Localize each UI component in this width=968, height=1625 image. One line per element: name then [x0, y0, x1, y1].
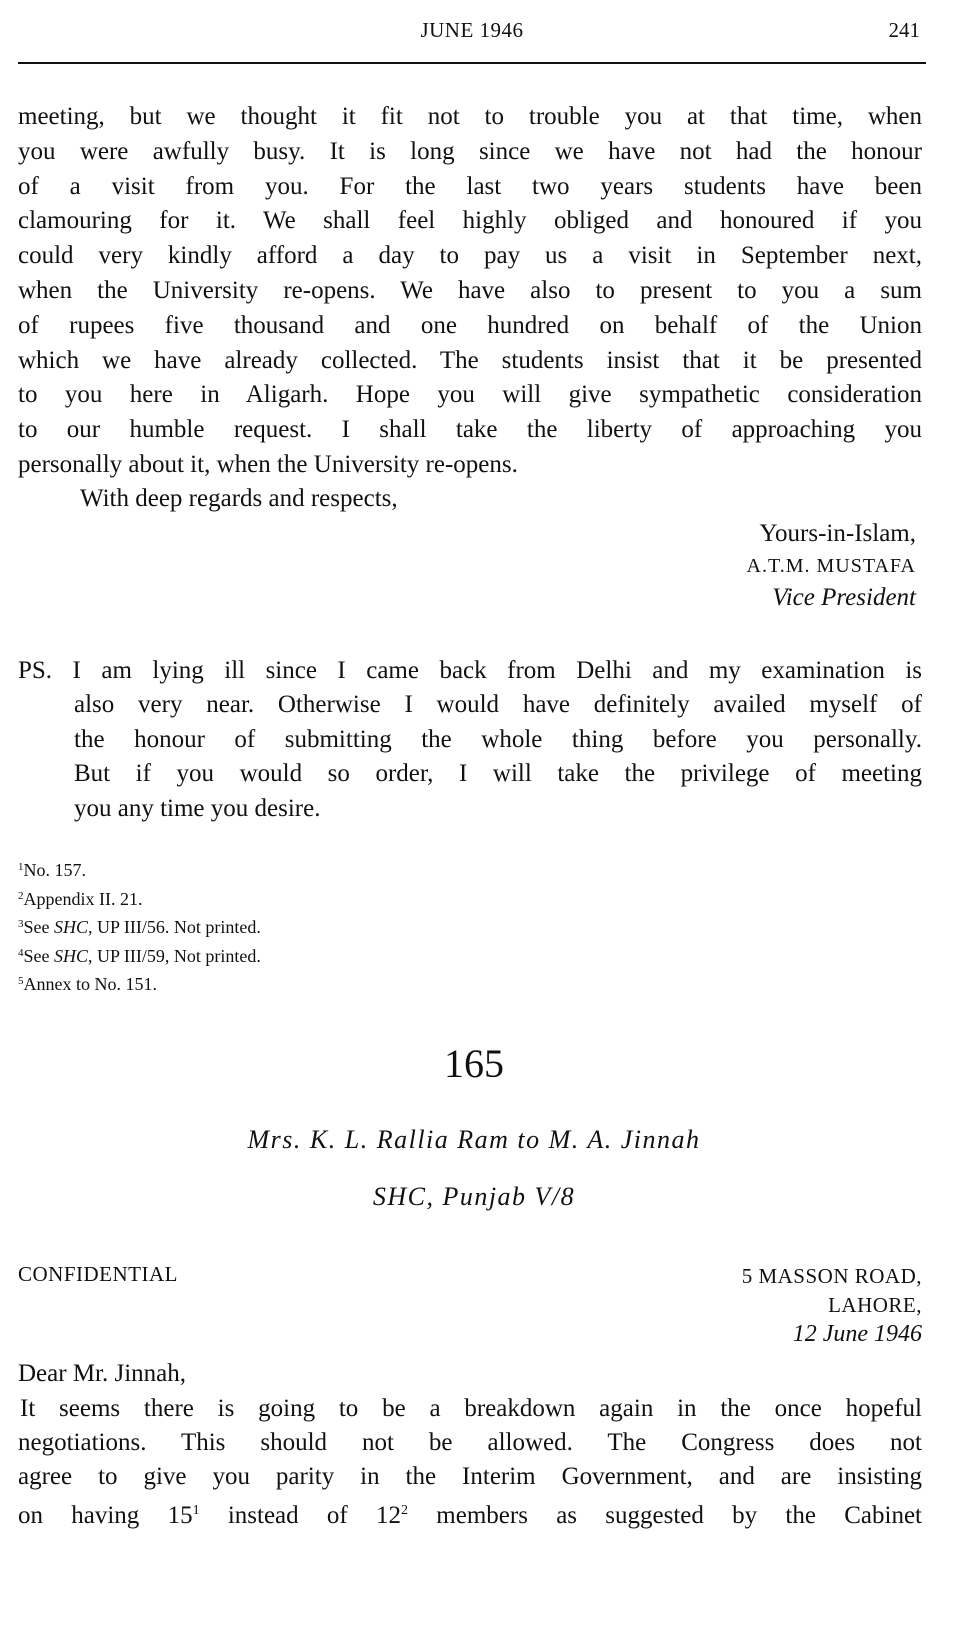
footnote: $^4$See SHC, UP III/59, Not printed. — [18, 945, 261, 966]
closing-text: With deep regards and respects, — [80, 485, 398, 512]
body-line: It seems there is going to be a breakdown again in the once hopeful — [20, 1395, 922, 1422]
letter-date: 12 June 1946 — [792, 1321, 922, 1347]
page-number: 241 — [888, 18, 920, 42]
letter-body — [18, 1392, 922, 1533]
body-line: to our humble request. I shall take the liberty of approaching you — [18, 416, 922, 444]
body-line: could very kindly afford a day to pay us a visit in September next, — [18, 242, 922, 270]
address-line: LAHORE, — [828, 1293, 922, 1317]
running-head: JUNE 1946 — [420, 18, 524, 42]
postscript-line: also very near. Otherwise I would have definitely availed myself of — [74, 691, 922, 719]
body-line: of rupees five thousand and one hundred on behalf of the Union — [18, 311, 922, 339]
document-number: 165 — [444, 1041, 504, 1086]
footnote-ref: 2 — [401, 1503, 409, 1518]
body-line: clamouring for it. We shall feel highly obliged and honoured if you — [18, 207, 922, 235]
signatory-name: A.T.M. MUSTAFA — [746, 555, 916, 577]
valediction: Yours-in-Islam, — [759, 520, 916, 547]
signature-block — [747, 518, 916, 614]
salutation: Dear Mr. Jinnah, — [18, 1360, 187, 1387]
letter-continuation — [18, 100, 922, 483]
body-line: personally about it, when the University re-opens. — [18, 450, 518, 478]
body-line: meeting, but we thought it fit not to trouble you at that time, when — [18, 103, 922, 130]
postscript — [18, 654, 922, 826]
footnote: $^3$See SHC, UP III/56. Not printed. — [18, 917, 261, 937]
signatory-designation: Vice President — [772, 584, 916, 611]
closing-line — [18, 482, 922, 516]
body-line: to you here in Aligarh. Hope you will give sympathetic consideration — [18, 381, 922, 409]
page-header — [18, 10, 926, 64]
footnote-ref: 1 — [192, 1503, 200, 1518]
body-line: which we have already collected. The students insist that it be presented — [18, 346, 922, 374]
body-line: when the University re-opens. We have also to present to you a sum — [18, 276, 922, 304]
postscript-line: you any time you desire. — [74, 794, 321, 822]
postscript-line: PS. I am lying ill since I came back from Delhi and my examination is — [18, 657, 922, 684]
address-line: 5 MASSON ROAD, — [741, 1264, 922, 1288]
body-line: negotiations. This should not be allowed. The Congress does not — [18, 1429, 922, 1456]
footnote: $^2$Appendix II. 21. — [18, 888, 143, 909]
footnotes — [18, 855, 261, 998]
classification-label: CONFIDENTIAL — [18, 1262, 178, 1286]
body-line: you were awfully busy. It is long since we have not had the honour — [18, 137, 922, 165]
body-line: of a visit from you. For the last two years students have been — [18, 172, 922, 200]
document-source: SHC, Punjab V/8 — [372, 1182, 576, 1211]
sender-address — [742, 1262, 922, 1349]
postscript-line: the honour of submitting the whole thing before you personally. — [74, 725, 922, 753]
footnote: $^1$No. 157. — [18, 860, 86, 880]
document-title: Mrs. K. L. Rallia Ram to M. A. Jinnah — [247, 1125, 701, 1154]
body-line: on having 15$^1$ instead of 12$^2$ members as suggested by the Cabinet — [18, 1502, 922, 1529]
postscript-line: But if you would so order, I will take the privilege of meeting — [74, 760, 922, 788]
footnote: $^5$Annex to No. 151. — [18, 974, 157, 994]
body-line: agree to give you parity in the Interim Government, and are insisting — [18, 1463, 922, 1490]
